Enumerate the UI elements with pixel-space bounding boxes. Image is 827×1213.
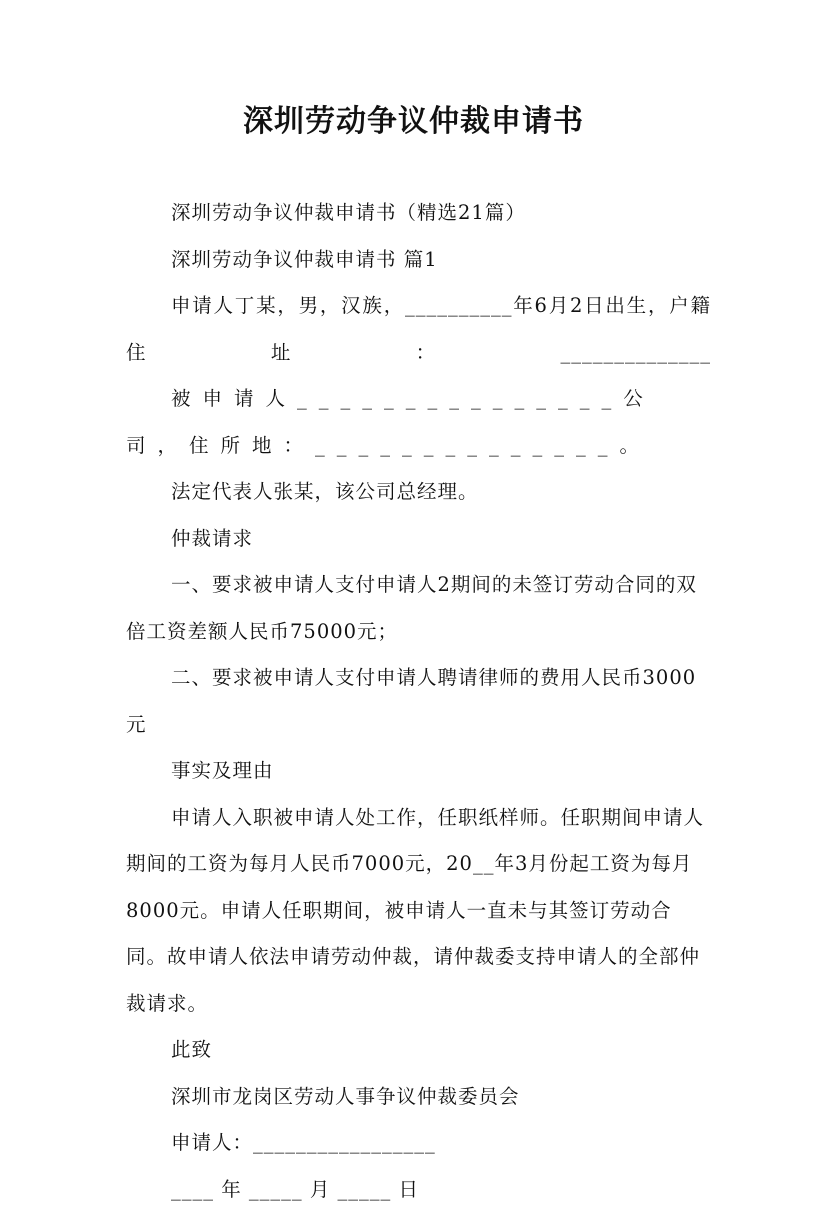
paragraph-section-heading: 深圳劳动争议仲裁申请书 篇1 <box>126 237 711 284</box>
paragraph-claim-1: 一、要求被申请人支付申请人2期间的未签订劳动合同的双倍工资差额人民币75000元； <box>126 562 711 655</box>
paragraph-date: ____ 年 _____ 月 _____ 日 <box>126 1167 711 1213</box>
paragraph-respondent-info: 被申请人_______________公司，住所地：______________。 <box>126 376 711 469</box>
paragraph-claims-heading: 仲裁请求 <box>126 516 711 563</box>
paragraph-applicant-info: 申请人丁某，男，汉族，__________年6月2日出生，户籍住址：______________ <box>126 283 711 376</box>
paragraph-salutation: 此致 <box>126 1027 711 1074</box>
paragraph-recipient: 深圳市龙岗区劳动人事争议仲裁委员会 <box>126 1074 711 1121</box>
paragraph-facts: 申请人入职被申请人处工作，任职纸样师。任职期间申请人期间的工资为每月人民币7000元，20__年3月份起工资为每月8000元。申请人任职期间，被申请人一直未与其签订劳动合同。故申请人依法申请劳动仲裁，请仲裁委支持申请人的全部仲裁请求。 <box>126 795 711 1028</box>
paragraph-collection-title: 深圳劳动争议仲裁申请书（精选21篇） <box>126 190 711 237</box>
document-title: 深圳劳动争议仲裁申请书 <box>0 100 827 144</box>
paragraph-claim-2: 二、要求被申请人支付申请人聘请律师的费用人民币3000元 <box>126 655 711 748</box>
paragraph-signature: 申请人：_________________ <box>126 1120 711 1167</box>
paragraph-facts-heading: 事实及理由 <box>126 748 711 795</box>
paragraph-legal-representative: 法定代表人张某，该公司总经理。 <box>126 469 711 516</box>
document-body <box>126 190 711 1213</box>
